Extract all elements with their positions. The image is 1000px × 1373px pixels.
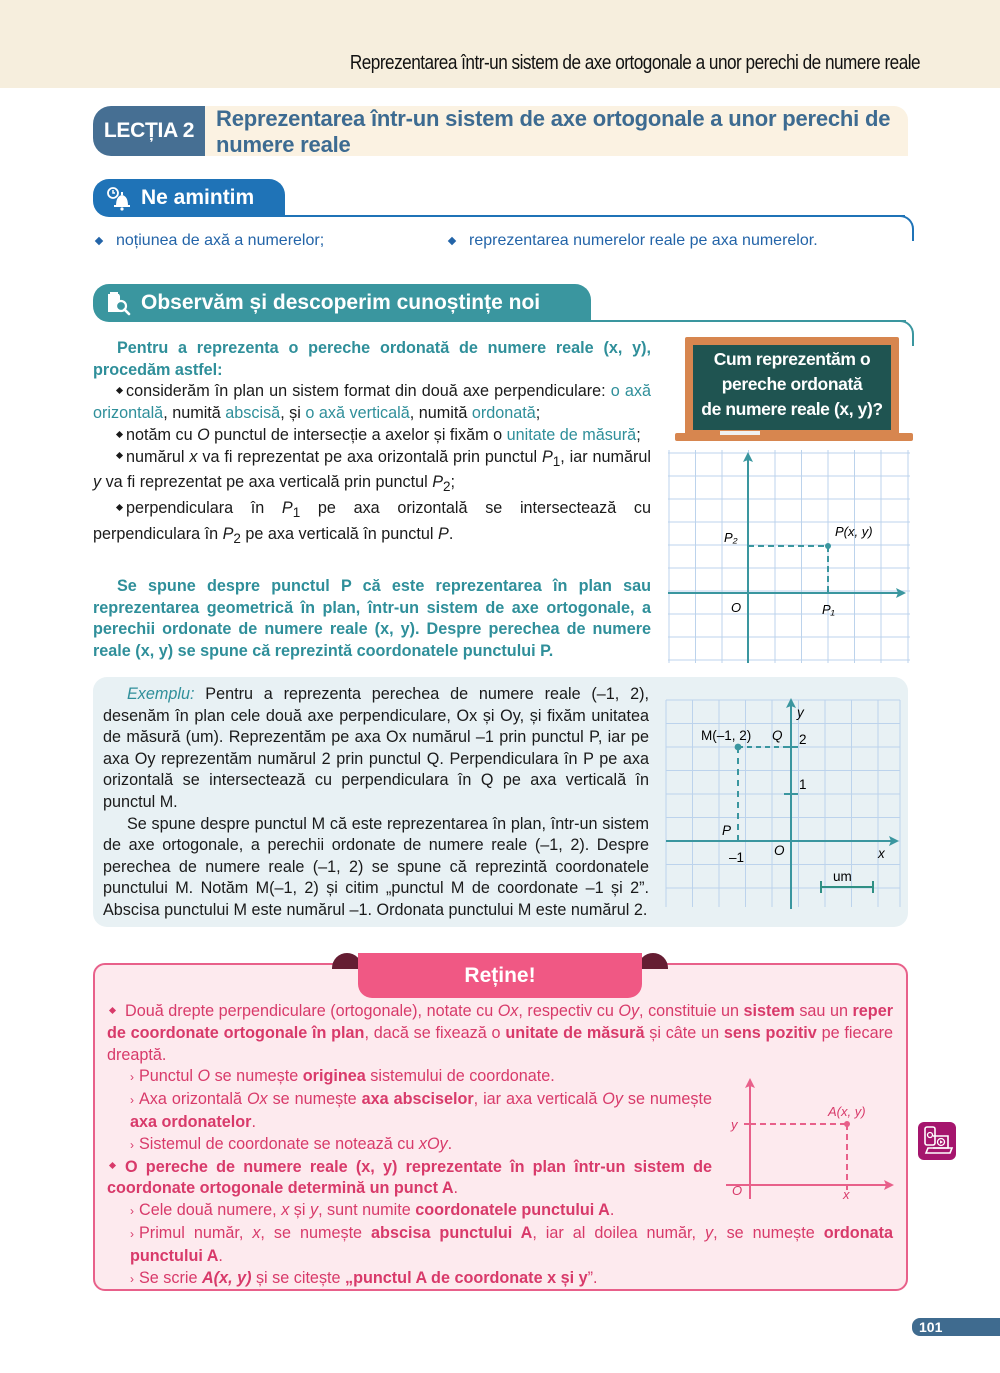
page-number: 101 (912, 1318, 1000, 1336)
clock-bell-icon (105, 185, 131, 211)
label-y: y (797, 705, 804, 720)
remember-item (449, 232, 818, 250)
point-p (825, 543, 831, 549)
chevron-right-icon: › (130, 1226, 134, 1241)
tick-label-1: 1 (799, 777, 807, 792)
coordinate-diagram-general (668, 450, 910, 665)
chevron-right-icon: › (130, 1271, 134, 1286)
remember-item-text: noțiunea de axă a numerelor; (116, 232, 325, 249)
lesson-title (216, 106, 890, 158)
retine-subpoint-reading: › Se scrie A(x, y) și se citește „punctul A de coordonate x și y”. (107, 1268, 893, 1291)
chevron-right-icon: › (130, 1093, 134, 1108)
retine-subpoint-notation: › Sistemul de coordonate se notează cu xOy. (107, 1134, 893, 1157)
observam-bullet-4: perpendiculara în $P_1$ pe axa orizontală se intersectează cu perpendiculara în $P_2$ pe axa verticală în punctul P. (93, 499, 651, 547)
multimedia-devices-icon[interactable] (918, 1122, 956, 1160)
lesson-title-line1: Reprezentarea într-un sistem de axe ortogonale a unor perechi de (216, 106, 891, 131)
label-p: P(x, y) (835, 524, 873, 539)
bullet-icon (109, 1007, 116, 1014)
bullet-icon (116, 504, 123, 511)
tick-label-minus-1: –1 (729, 850, 745, 865)
tick-label-2: 2 (799, 732, 807, 747)
running-head-title: Reprezentarea într-un sistem de axe ortogonale a unor perechi de numere reale (349, 52, 920, 74)
bullet-icon (116, 452, 123, 459)
chevron-right-icon: › (130, 1204, 134, 1219)
observam-intro: Pentru a reprezenta o pereche ordonată de numere reale (x, y), procedăm astfel: (93, 339, 651, 379)
observam-bullet-1: considerăm în plan un sistem format din două axe perpendiculare: o axă orizontală, numită abscisă, și o axă verticală, numită ordonată; (93, 382, 651, 423)
grid-lines (668, 450, 910, 663)
label-origin: O (774, 843, 785, 858)
chalkboard-illustration (675, 335, 913, 445)
observam-bullet-2: notăm cu O punctul de intersecție a axelor și fixăm o unitate de măsură; (93, 425, 651, 447)
label-p1: P₁ (822, 602, 835, 617)
bullet-icon (95, 237, 103, 245)
point-a (844, 1121, 850, 1127)
retine-subpoint-abscissa-ordinate: › Primul număr, x, se numește abscisa punctului A, iar al doilea număr, y, se numește ordonata punctului A. (130, 1223, 893, 1265)
observam-conclusion: Se spune despre punctul P că este reprezentarea în plan sau reprezentarea geometrică în plan, într-un sistem de axe ortogonale, a perechii ordonate de numere reale (x, y). Despre perechea de numere reale (x, y) se spune că reprezintă coordonatele punctului P. (93, 577, 651, 660)
label-a: A(x, y) (828, 1104, 866, 1119)
section-divider (591, 320, 906, 322)
chalk-icon (720, 431, 760, 435)
chalkboard-ledge (675, 433, 913, 441)
label-origin: O (731, 600, 742, 615)
retine-subpoint-origin: › Punctul O se numește originea sistemului de coordonate. (107, 1066, 893, 1089)
example-text (103, 684, 649, 922)
book-magnifier-icon (105, 290, 131, 316)
observam-bullet-3: numărul x va fi reprezentat pe axa orizontală prin punctul $P_1$, iar numărul y va fi reprezentat pe axa verticală prin punctul $P_2$; (93, 447, 652, 495)
section-ne-amintim-heading (93, 179, 285, 217)
example-para-1: Exemplu: Pentru a reprezenta perechea de numere reale (–1, 2), desenăm în plan cele două axe perpendiculare, Ox și Oy, și fixăm unitatea de măsură (um). Reprezentăm pe axa Ox numărul –1 prin punctul P, iar pe axa Oy reprezentăm numărul 2 prin punctul Q. Perpendiculara în P pe axa orizontală se intersectează cu perpendiculara în Q pe axa verticală în punctul M. (103, 685, 649, 811)
label-p: P (722, 823, 732, 838)
label-um: um (833, 869, 852, 884)
label-x: x (878, 846, 885, 861)
ribbon-fold-right (638, 953, 668, 969)
retine-point-2: O pereche de numere reale (x, y) reprezentate în plan într-un sistem de coordonate ortogonale determină un punct A. (107, 1157, 712, 1198)
section-observam-heading (93, 284, 591, 322)
point-m (735, 744, 742, 751)
section-observam-title: Observăm și descoperim cunoștințe noi (141, 291, 541, 314)
retine-subpoint-coordinates: › Cele două numere, x și y, sunt numite coordonatele punctului A. (107, 1200, 893, 1223)
example-label: Exemplu: (127, 685, 195, 703)
chevron-right-icon: › (130, 1137, 134, 1152)
section-divider (285, 215, 905, 217)
bullet-icon (116, 430, 123, 437)
bullet-icon (448, 237, 456, 245)
label-m: M(–1, 2) (701, 728, 752, 743)
section-divider-curve (900, 215, 914, 241)
label-origin: O (732, 1183, 743, 1198)
bullet-icon (116, 387, 123, 394)
coordinate-diagram-example (655, 692, 907, 912)
lesson-title-line2: numere reale (216, 132, 351, 157)
bullet-icon (109, 1162, 116, 1169)
chalkboard-question: Cum reprezentăm o pereche ordonată de numere reale (x, y)? (701, 349, 883, 419)
chevron-right-icon: › (130, 1070, 134, 1085)
retine-heading: Reține! (358, 953, 642, 998)
retine-point-1: Două drepte perpendiculare (ortogonale), notate cu Ox, respectiv cu Oy, constituie un sistem sau un reper de coordonate ortogonale în plan, dacă se fixează o unitate de măsură și câte un sens pozitiv pe fiecare dreaptă. (107, 1002, 893, 1064)
running-head (0, 0, 1000, 88)
section-ne-amintim-title: Ne amintim (141, 186, 255, 209)
retine-subpoint-axes: › Axa orizontală Ox se numește axa absciselor, iar axa verticală Oy se numește axa ordonatelor. (130, 1090, 712, 1131)
coordinate-diagram-retine (720, 1075, 900, 1205)
example-para-2: Se spune despre punctul M că este reprezentarea în plan, într-un sistem de axe ortogonale, a perechii ordonate de numere reale (–1, 2). Despre perechea de numere reale (–1, 2) se spune că reprezintă coordonatele punctului M. Notăm M(–1, 2) și citim „punctul M de coordonate –1 și 2”. Abscisa punctului M este numărul –1. Ordonata punctului M este numărul 2. (103, 814, 649, 919)
remember-item-text: reprezentarea numerelor reale pe axa numerelor. (469, 232, 818, 249)
observam-body (93, 338, 651, 550)
remember-item (96, 232, 324, 250)
label-x: x (843, 1187, 850, 1202)
lesson-tag: LECȚIA 2 (93, 106, 205, 156)
label-y: y (731, 1117, 738, 1132)
lesson-title-bar (93, 106, 908, 156)
label-q: Q (772, 728, 783, 743)
label-p2: P₂ (724, 530, 738, 545)
